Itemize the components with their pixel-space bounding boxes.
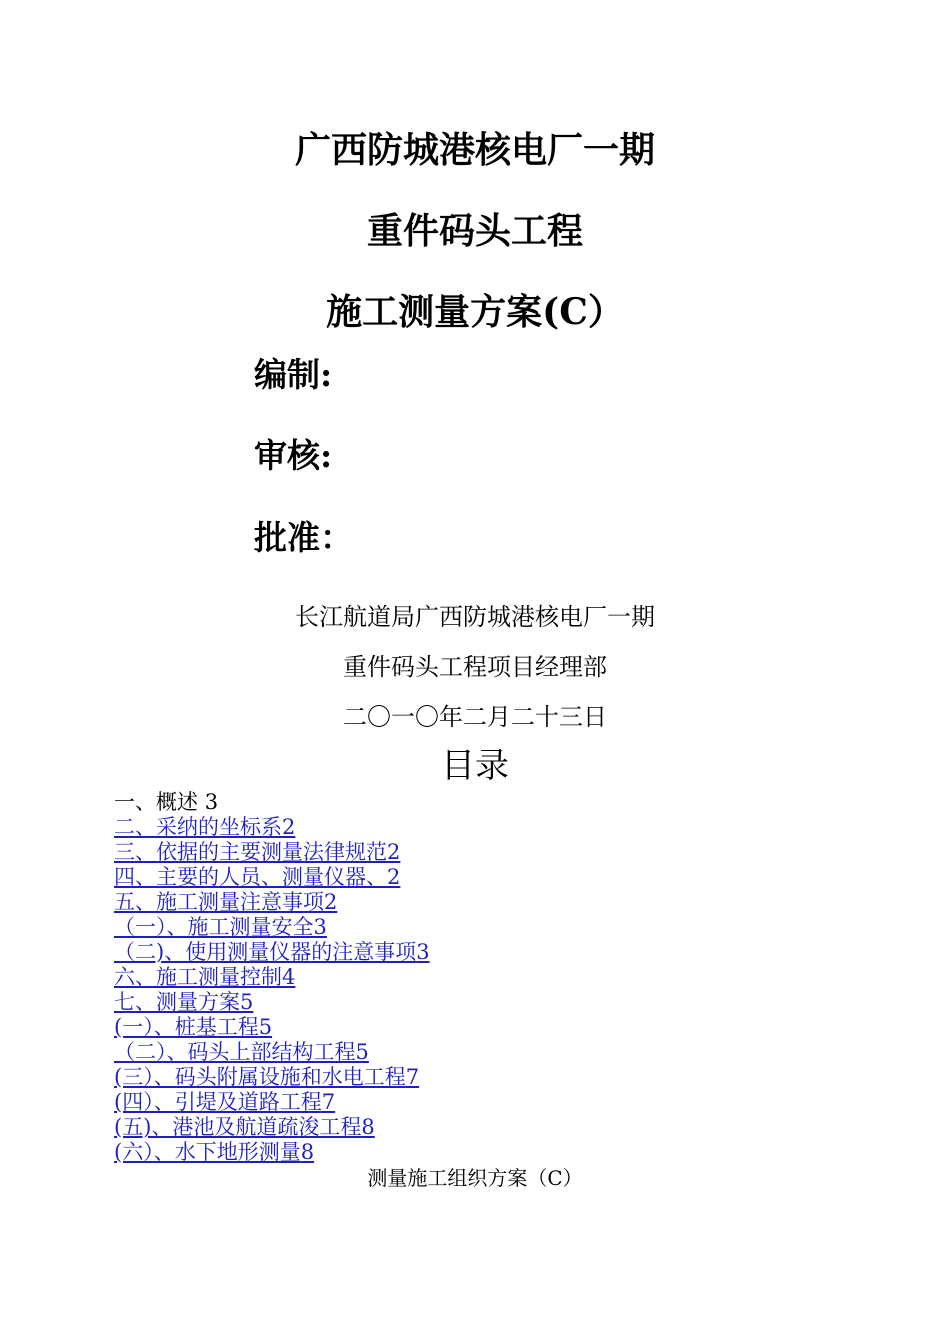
toc-heading: 目录 — [441, 746, 509, 786]
title-line-3: 施工测量方案(C） — [326, 291, 624, 333]
toc-link-underwater-survey[interactable] — [114, 1140, 314, 1164]
toc-item-precautions — [114, 890, 430, 915]
toc-link-approach-road[interactable] — [114, 1090, 335, 1114]
toc-item-text: (一）、桩基工程 — [114, 1015, 259, 1039]
reviewed-by-label: 审核: — [254, 436, 333, 475]
toc-item-text: 五、施工测量注意事项 — [114, 890, 324, 914]
approved-by-label: 批准： — [254, 518, 353, 557]
title-line-1: 广西防城港核电厂一期 — [294, 129, 655, 171]
toc-item-page: 2 — [324, 890, 338, 914]
toc-item-regulations — [114, 840, 430, 865]
toc-item-text: (三）、码头附属设施和水电工程 — [114, 1065, 406, 1089]
toc-item-approach-road — [114, 1090, 430, 1115]
toc-link-survey-plan[interactable] — [114, 990, 253, 1014]
title-line-2: 重件码头工程 — [366, 210, 583, 252]
toc-item-text: 六、施工测量控制 — [114, 965, 282, 989]
toc-item-page: 2 — [387, 840, 401, 864]
toc-item-page: 5 — [240, 990, 254, 1014]
toc-link-safety[interactable] — [114, 915, 327, 939]
toc-item-text: （二）、码头上部结构工程 — [114, 1040, 356, 1064]
toc-item-text: 二、采纳的坐标系 — [114, 815, 282, 839]
toc-item-page: 7 — [405, 1065, 420, 1089]
toc-item-superstructure — [114, 1040, 430, 1065]
toc-item-survey-control — [114, 965, 430, 990]
toc-link-dredging[interactable] — [114, 1115, 375, 1139]
toc-item-page: 2 — [387, 865, 401, 889]
toc-item-overview — [114, 790, 430, 815]
toc-link-survey-control[interactable] — [114, 965, 295, 989]
toc-item-page: 2 — [282, 815, 296, 839]
toc-link-regulations[interactable] — [114, 840, 400, 864]
toc-item-underwater-survey — [114, 1140, 430, 1165]
compiled-by-label: 编制: — [254, 355, 333, 394]
toc-item-personnel-instruments — [114, 865, 430, 890]
organization-line-1: 长江航道局广西防城港核电厂一期 — [295, 603, 655, 631]
toc-item-text: 四、主要的人员、测量仪器、 — [114, 865, 387, 889]
toc-item-text: 七、测量方案 — [114, 990, 240, 1014]
toc-link-ancillary-facilities[interactable] — [114, 1065, 419, 1089]
toc-item-text: (四）、引堤及道路工程 — [114, 1090, 322, 1114]
toc-item-text: （一）、施工测量安全 — [114, 915, 314, 939]
toc-link-personnel-instruments[interactable] — [114, 865, 400, 889]
toc-item-text: （二)、使用测量仪器的注意事项 — [114, 940, 417, 964]
toc-item-text: 一、概述 — [114, 790, 198, 814]
toc-link-pile-foundation[interactable] — [114, 1015, 272, 1039]
toc-item-pile-foundation — [114, 1015, 430, 1040]
toc-link-coordinate-system[interactable] — [114, 815, 295, 839]
toc-link-instrument-precautions[interactable] — [114, 940, 430, 964]
toc-item-page: 7 — [321, 1090, 336, 1114]
organization-line-2: 重件码头工程项目经理部 — [343, 653, 607, 681]
document-date: 二〇一〇年二月二十三日 — [343, 703, 607, 731]
toc-item-text: (五)、港池及航道疏浚工程 — [114, 1115, 362, 1139]
toc-item-page: 3 — [313, 915, 327, 939]
table-of-contents — [114, 790, 430, 1165]
toc-link-overview[interactable] — [114, 790, 218, 814]
toc-item-coordinate-system — [114, 815, 430, 840]
toc-link-precautions[interactable] — [114, 890, 337, 914]
toc-item-page: 5 — [258, 1015, 273, 1039]
toc-item-text: (六）、水下地形测量 — [114, 1140, 301, 1164]
toc-item-page: 8 — [300, 1140, 315, 1164]
toc-item-instrument-precautions — [114, 940, 430, 965]
toc-item-survey-plan — [114, 990, 430, 1015]
toc-item-text: 三、依据的主要测量法律规范 — [114, 840, 387, 864]
toc-item-page: 8 — [361, 1115, 375, 1139]
toc-item-safety — [114, 915, 430, 940]
page-footer-title: 测量施工组织方案（C） — [367, 1166, 583, 1190]
toc-item-page: 3 — [204, 790, 219, 814]
toc-item-ancillary-facilities — [114, 1065, 430, 1090]
toc-item-page: 5 — [355, 1040, 369, 1064]
toc-item-dredging — [114, 1115, 430, 1140]
toc-link-superstructure[interactable] — [114, 1040, 369, 1064]
toc-item-page: 3 — [416, 940, 430, 964]
toc-item-page: 4 — [282, 965, 296, 989]
